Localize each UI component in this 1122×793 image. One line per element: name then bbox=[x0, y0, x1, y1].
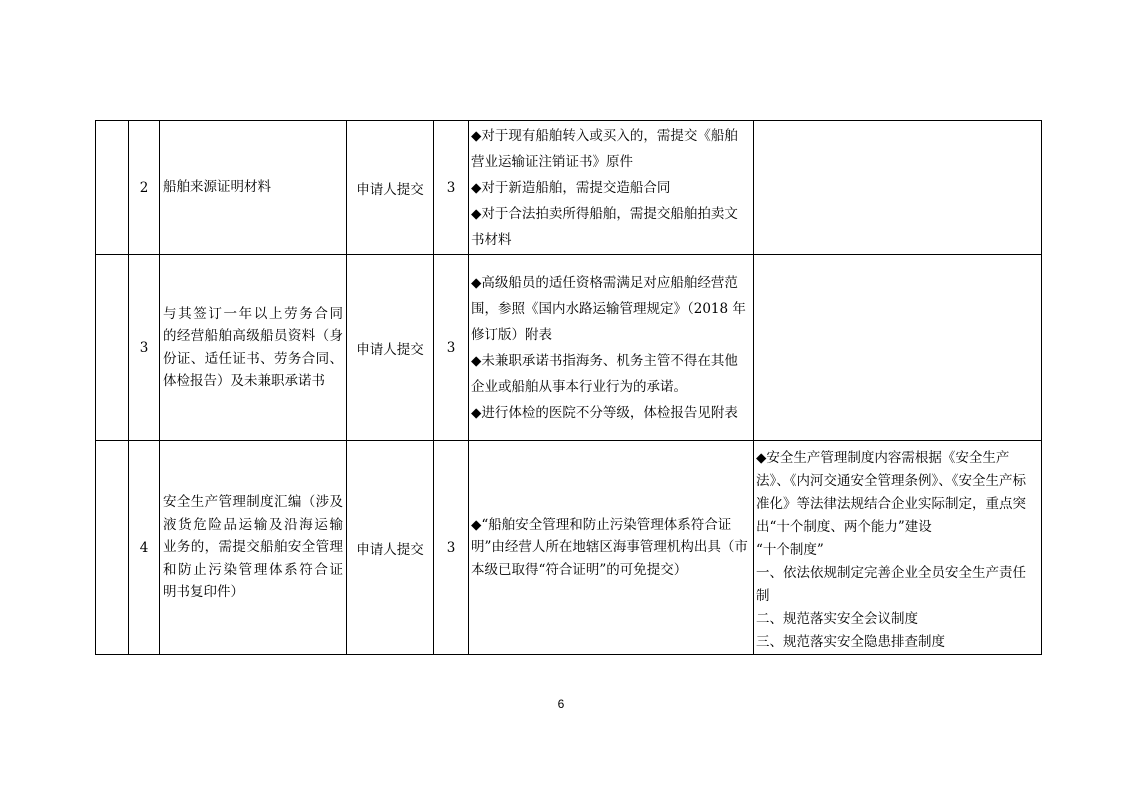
remarks bbox=[754, 441, 1042, 655]
requirements-table bbox=[95, 120, 1042, 655]
requirement-line: 围，参照《国内水路运输管理规定》（2018 年 bbox=[471, 300, 746, 317]
remark-line: “十个制度” bbox=[756, 542, 824, 558]
requirement-line: ◆未兼职承诺书指海务、机务主管不得在其他 bbox=[471, 352, 738, 369]
table-row bbox=[96, 121, 1042, 255]
requirements bbox=[469, 441, 754, 655]
remarks bbox=[754, 121, 1042, 255]
copies: 3 bbox=[434, 121, 469, 255]
remark-line: 二、规范落实安全会议制度 bbox=[756, 611, 918, 627]
material-line: 体检报告）及未兼职承诺书 bbox=[163, 373, 325, 389]
material-line: 与其签订一年以上劳务合同 bbox=[163, 305, 343, 322]
material-name bbox=[160, 255, 347, 441]
material-line: 液货危险品运输及沿海运输 bbox=[163, 516, 343, 533]
remark-line: ◆安全生产管理制度内容需根据《安全生产 bbox=[756, 450, 1010, 466]
submitter: 申请人提交 bbox=[347, 441, 434, 655]
requirements bbox=[469, 255, 754, 441]
material-line: 和防止污染管理体系符合证 bbox=[163, 561, 343, 578]
row-number: 2 bbox=[129, 121, 160, 255]
copies: 3 bbox=[434, 255, 469, 441]
category-cell bbox=[96, 441, 129, 655]
requirement-line: 本级已取得“符合证明”的可免提交） bbox=[471, 561, 688, 578]
requirement-line: 修订版）附表 bbox=[471, 326, 552, 343]
row-number: 4 bbox=[129, 441, 160, 655]
row-number: 3 bbox=[129, 255, 160, 441]
table-row bbox=[96, 441, 1042, 655]
remark-line: 法》、《内河交通安全管理条例》、《安全生产标 bbox=[756, 473, 1026, 489]
table-row bbox=[96, 255, 1042, 441]
remark-line: 准化》等法律法规结合企业实际制定，重点突 bbox=[756, 496, 1026, 512]
material-line: 船舶来源证明材料 bbox=[163, 179, 271, 196]
requirement-line: 营业运输证注销证书》原件 bbox=[471, 153, 633, 170]
requirement-line: ◆“船舶安全管理和防止污染管理体系符合证 bbox=[471, 516, 732, 533]
page-number: 6 bbox=[557, 697, 565, 711]
requirement-line: 书材料 bbox=[471, 231, 512, 248]
requirement-line: ◆对于现有船舶转入或买入的，需提交《船舶 bbox=[471, 127, 738, 144]
material-name bbox=[160, 441, 347, 655]
requirement-line: 企业或船舶从事本行业行为的承诺。 bbox=[471, 378, 687, 395]
requirements bbox=[469, 121, 754, 255]
remark-line: 一、依法依规制定完善企业全员安全生产责任 bbox=[756, 565, 1026, 581]
requirement-line: ◆对于新造船舶，需提交造船合同 bbox=[471, 179, 671, 196]
requirement-line: 明”由经营人所在地辖区海事管理机构出具（市 bbox=[471, 539, 748, 556]
requirement-line: ◆进行体检的医院不分等级，体检报告见附表 bbox=[471, 404, 738, 421]
requirement-line: ◆对于合法拍卖所得船舶，需提交船舶拍卖文 bbox=[471, 205, 738, 222]
submitter: 申请人提交 bbox=[347, 121, 434, 255]
material-name bbox=[160, 121, 347, 255]
material-line: 份证、适任证书、劳务合同、 bbox=[163, 350, 343, 367]
requirement-line: ◆高级船员的适任资格需满足对应船舶经营范 bbox=[471, 274, 738, 291]
remark-line: 三、规范落实安全隐患排查制度 bbox=[756, 634, 945, 650]
material-line: 业务的，需提交船舶安全管理 bbox=[163, 539, 343, 556]
material-line: 的经营船舶高级船员资料（身 bbox=[163, 328, 343, 344]
remark-line: 制 bbox=[756, 588, 770, 604]
category-cell bbox=[96, 255, 129, 441]
remarks bbox=[754, 255, 1042, 441]
remark-line: 出“十个制度、两个能力”建设 bbox=[756, 519, 932, 535]
material-line: 明书复印件） bbox=[163, 584, 244, 601]
submitter: 申请人提交 bbox=[347, 255, 434, 441]
copies: 3 bbox=[434, 441, 469, 655]
material-line: 安全生产管理制度汇编（涉及 bbox=[163, 494, 343, 511]
category-cell bbox=[96, 121, 129, 255]
